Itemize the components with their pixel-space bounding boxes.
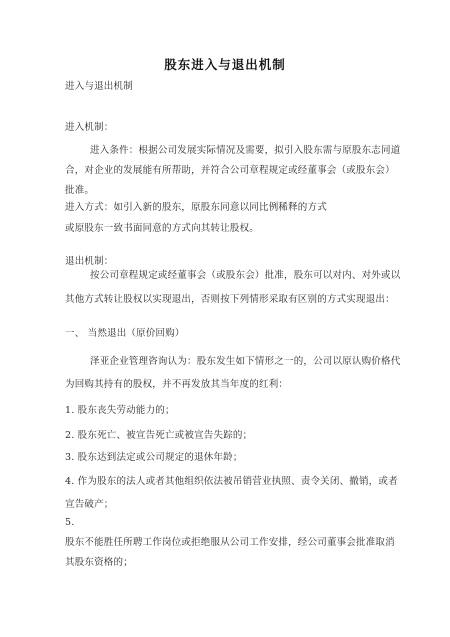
entry-conditions-line-3: 批准。	[65, 185, 95, 196]
subtitle: 进入与退出机制	[65, 81, 133, 92]
list-item-2: 2. 股东死亡、被宣告死亡或被宣告失踪的；	[65, 430, 253, 441]
entry-heading: 进入机制：	[65, 122, 114, 133]
list-item-5-line-1: 股东不能胜任所聘工作岗位或拒绝服从公司工作安排，经公司董事会批准取消	[65, 537, 395, 548]
entry-conditions-line-1: 进入条件：根据公司发展实际情况及需要，拟引入股东需与原股东志同道	[90, 145, 401, 156]
list-item-3: 3. 股东达到法定或公司规定的退休年龄；	[65, 452, 243, 463]
exit-intro-line-2: 其他方式转让股权以实现退出，否则按下列情形采取有区别的方式实现退出：	[65, 294, 395, 305]
list-item-4-line-2: 宣告破产；	[65, 499, 114, 510]
section-one-heading: 一、 当然退出（原价回购）	[65, 328, 185, 339]
entry-methods-line-1: 进入方式：如引入新的股东，原股东同意以同比例稀释的方式	[65, 202, 327, 213]
list-item-5-number: 5.	[65, 517, 75, 528]
list-item-1: 1. 股东丧失劳动能力的；	[65, 405, 175, 416]
list-item-5-line-2: 其股东资格的；	[65, 557, 133, 568]
exit-heading: 退出机制：	[65, 256, 114, 267]
entry-methods-line-2: 或原股东一致书面同意的方式向其转让股权。	[65, 223, 260, 234]
section-one-intro-line-2: 为回购其持有的股权，并不再发放其当年度的红利：	[65, 379, 289, 390]
exit-intro-line-1: 按公司章程规定或经董事会（或股东会）批准，股东可以对内、对外或以	[90, 270, 401, 281]
entry-conditions-line-2: 合，对企业的发展能有所帮助，并符合公司章程规定或经董事会（或股东会）	[65, 165, 395, 176]
section-one-intro-line-1: 泽亚企业管理咨询认为：股东发生如下情形之一的，公司以原认购价格代	[90, 356, 401, 367]
document-title: 股东进入与退出机制	[164, 57, 286, 72]
list-item-4-line-1: 4. 作为股东的法人或者其他组织依法被吊销营业执照、责令关闭、撤销，或者	[65, 476, 398, 487]
